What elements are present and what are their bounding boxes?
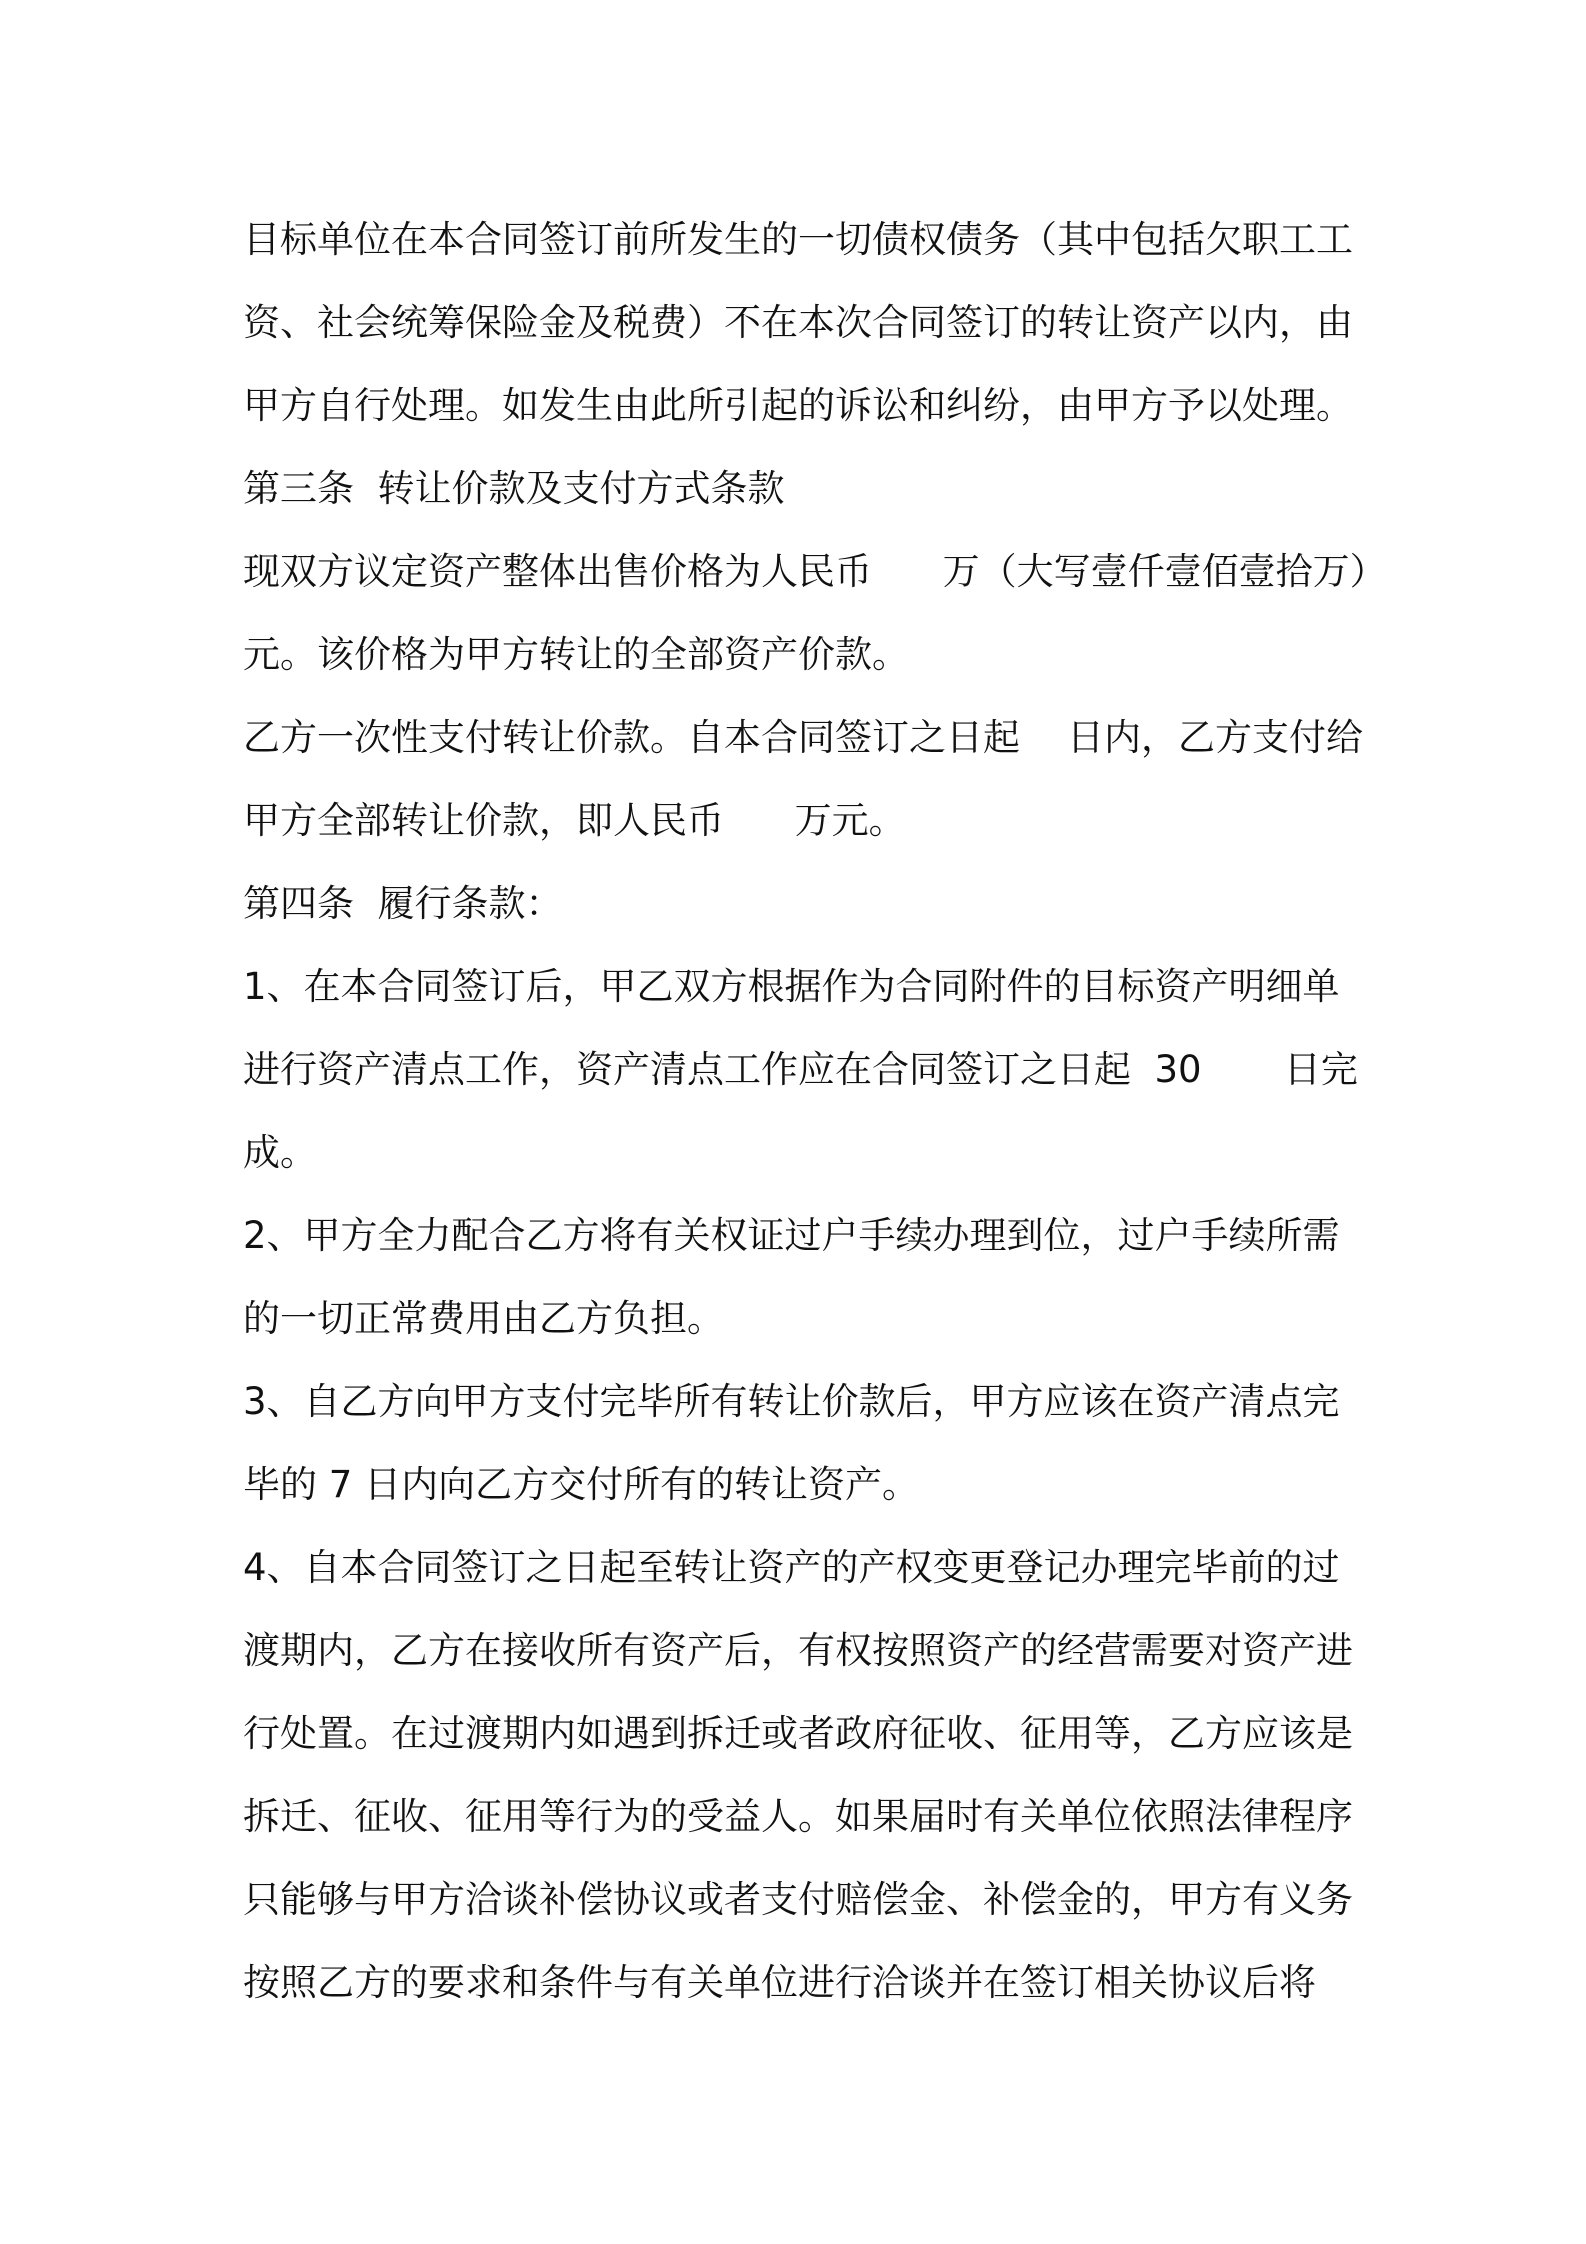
document-body (243, 198, 1387, 2024)
text-line: 乙方一次性支付转让价款。自本合同签订之日起 日内，乙方支付给 (243, 716, 1364, 759)
text-line: 拆迁、征收、征用等行为的受益人。如果届时有关单位依照法律程序 (243, 1795, 1353, 1838)
text-line: 现双方议定资产整体出售价格为人民币 万（大写壹仟壹佰壹拾万） (243, 550, 1387, 593)
text-line: 3、自乙方向甲方支付完毕所有转让价款后，甲方应该在资产清点完 (243, 1380, 1340, 1423)
text-line: 进行资产清点工作，资产清点工作应在合同签订之日起 30 日完 (243, 1048, 1358, 1091)
text-line: 只能够与甲方洽谈补偿协议或者支付赔偿金、补偿金的，甲方有义务 (243, 1878, 1353, 1921)
text-line: 2、甲方全力配合乙方将有关权证过户手续办理到位，过户手续所需 (243, 1214, 1340, 1257)
text-line: 元。该价格为甲方转让的全部资产价款。 (243, 633, 909, 676)
text-line: 渡期内，乙方在接收所有资产后，有权按照资产的经营需要对资产进 (243, 1629, 1353, 1672)
text-line: 按照乙方的要求和条件与有关单位进行洽谈并在签订相关协议后将 (243, 1961, 1316, 2004)
text-line: 资、社会统筹保险金及税费）不在本次合同签订的转让资产以内，由 (243, 301, 1353, 344)
section-heading: 第四条 履行条款： (243, 882, 563, 925)
text-line: 的一切正常费用由乙方负担。 (243, 1297, 724, 1340)
text-line: 甲方自行处理。如发生由此所引起的诉讼和纠纷，由甲方予以处理。 (243, 384, 1353, 427)
text-line: 行处置。在过渡期内如遇到拆迁或者政府征收、征用等，乙方应该是 (243, 1712, 1353, 1755)
section-heading: 第三条 转让价款及支付方式条款 (243, 467, 785, 510)
text-line: 甲方全部转让价款，即人民币 万元。 (243, 799, 906, 842)
text-line: 1、在本合同签订后，甲乙双方根据作为合同附件的目标资产明细单 (243, 965, 1340, 1008)
text-line: 成。 (243, 1131, 317, 1174)
text-line: 毕的 7 日内向乙方交付所有的转让资产。 (243, 1463, 920, 1506)
text-line: 目标单位在本合同签订前所发生的一切债权债务（其中包括欠职工工 (243, 218, 1353, 261)
text-line: 4、自本合同签订之日起至转让资产的产权变更登记办理完毕前的过 (243, 1546, 1340, 1589)
